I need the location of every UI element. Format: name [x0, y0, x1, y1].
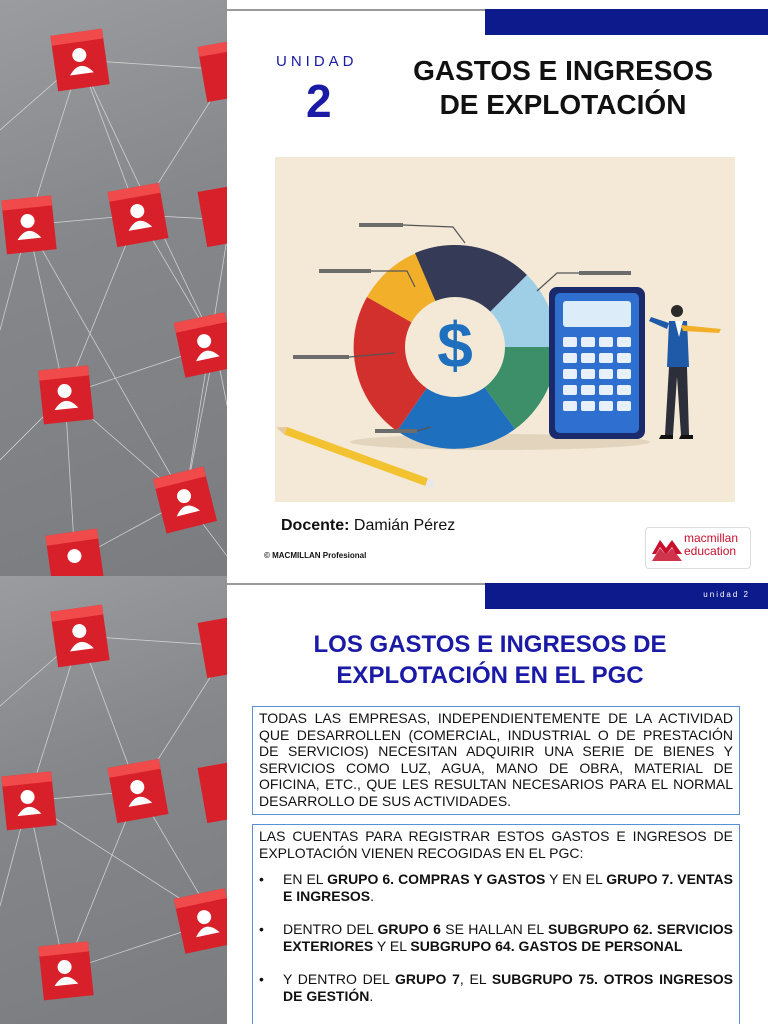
- header-bar: [485, 583, 768, 609]
- list-item: • EN EL GRUPO 6. COMPRAS Y GASTOS Y EN EL GRUPO 7. VENTAS E INGRESOS.: [259, 871, 733, 904]
- bullet-icon: •: [259, 971, 264, 987]
- dollar-icon: $: [437, 309, 473, 381]
- bullet-icon: •: [259, 921, 264, 937]
- intro-paragraph: TODAS LAS EMPRESAS, INDEPENDIENTEMENTE DE LA ACTIVIDAD QUE DESARROLLEN (COMERCIAL, INDUSTRIAL O DE PRESTACIÓN DE SERVICIOS) NECESITAN ADQUIRIR UNA SERIE DE BIENES Y SERVICIOS COMO LUZ, AGUA, MANO DE OBRA, MATERIAL DE OFICINA, ETC., QUE LES RESULTAN NECESARIOS PARA EL NORMAL DESARROLLO DE SUS ACTIVIDADES.: [259, 710, 733, 809]
- unit-number: 2: [306, 75, 332, 127]
- cube-group: [1, 29, 227, 576]
- network-cubes-photo: [0, 0, 227, 576]
- unit-label: UNIDAD: [276, 53, 358, 70]
- macmillan-education-logo: [645, 527, 751, 569]
- logo-line-1: macmillan: [684, 531, 739, 545]
- pgc-accounts-box: [252, 824, 740, 1024]
- bullet-icon: •: [259, 871, 264, 887]
- logo-line-2: education: [684, 544, 737, 558]
- accounts-paragraph: LAS CUENTAS PARA REGISTRAR ESTOS GASTOS E INGRESOS DE EXPLOTACIÓN VIENEN RECOGIDAS EN EL PGC:: [259, 828, 733, 861]
- macmillan-logo-icon: [652, 534, 682, 562]
- title-line-1: GASTOS E INGRESOS: [413, 55, 713, 86]
- title-line-2: DE EXPLOTACIÓN: [439, 89, 687, 120]
- accounts-list: [259, 871, 733, 1004]
- businessman-figure: [649, 305, 721, 439]
- header-line: [227, 9, 485, 11]
- page-title: [380, 54, 746, 122]
- copyright-notice: © MACMILLAN Profesional: [264, 551, 367, 560]
- section-title: [270, 629, 710, 691]
- finance-illustration: [275, 157, 735, 502]
- intro-text-box: [252, 706, 740, 815]
- calculator-icon: [549, 287, 645, 439]
- title-line-2: EXPLOTACIÓN EN EL PGC: [336, 662, 644, 689]
- teacher-label: Docente:: [281, 517, 350, 534]
- list-item: • DENTRO DEL GRUPO 6 SE HALLAN EL SUBGRUPO 62. SERVICIOS EXTERIORES Y EL SUBGRUPO 64. GASTOS DE PERSONAL: [259, 921, 733, 954]
- header-bar: [485, 9, 768, 35]
- teacher-name: Damián Pérez: [353, 517, 456, 534]
- header-line: [227, 583, 485, 585]
- network-cubes-photo: [0, 576, 227, 1024]
- teacher-credit: [281, 517, 455, 535]
- slide-content: [0, 576, 768, 1024]
- unit-tag: unidad 2: [703, 590, 750, 599]
- list-item: • Y DENTRO DEL GRUPO 7, EL SUBGRUPO 75. OTROS INGRESOS DE GESTIÓN.: [259, 971, 733, 1004]
- title-line-1: LOS GASTOS E INGRESOS DE: [313, 631, 667, 658]
